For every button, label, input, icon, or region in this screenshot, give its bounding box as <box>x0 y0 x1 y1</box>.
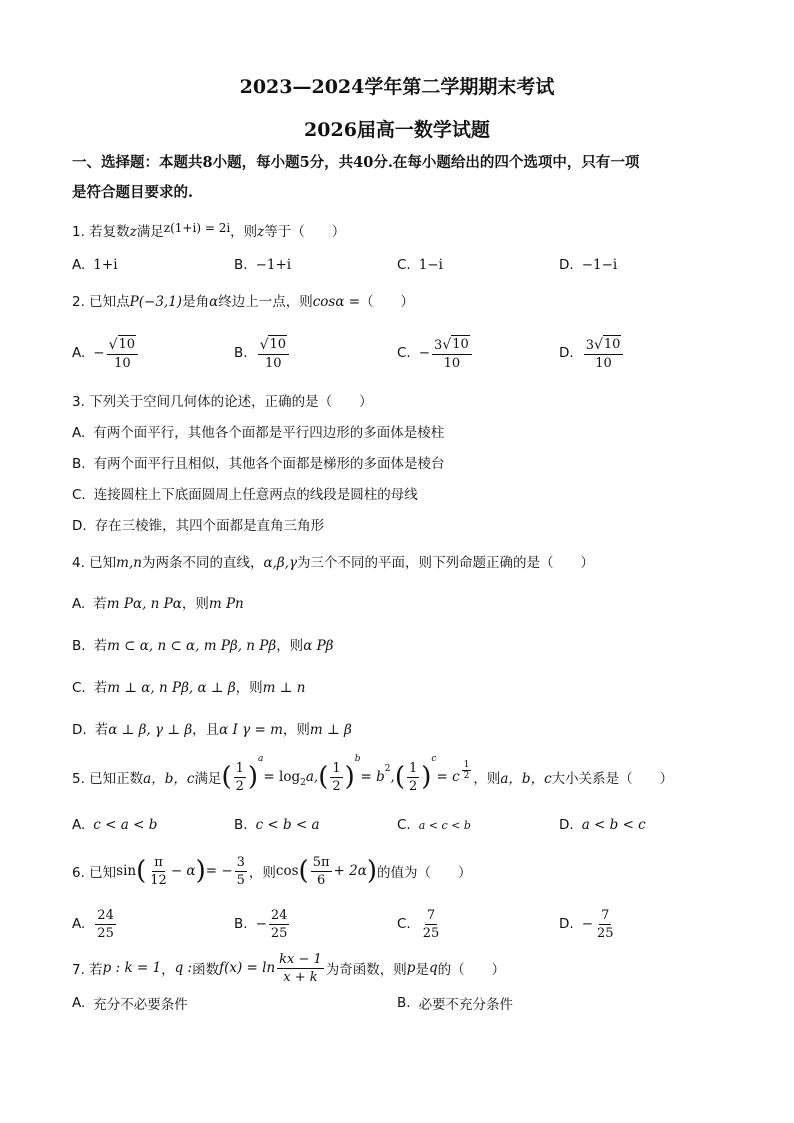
math-var: q <box>428 960 438 976</box>
question-1 <box>72 220 345 240</box>
option-text: 连接圆柱上下底面圆周上任意两点的线段是圆柱的母线 <box>93 487 418 503</box>
section-instructions-line2: 是符合题目要求的. <box>72 184 194 201</box>
option-b[interactable] <box>234 812 320 838</box>
question-text: ，则 <box>473 771 501 787</box>
question-text: ，则 <box>248 865 276 881</box>
option-a[interactable] <box>72 902 118 946</box>
option-label: A. <box>72 916 86 932</box>
denominator: 25 <box>422 925 440 941</box>
radicand: 10 <box>603 336 621 352</box>
question-text: 为奇函数，则 <box>325 962 407 978</box>
option-d[interactable] <box>559 812 646 838</box>
option-text: 若 <box>93 596 107 612</box>
option-label: A. <box>72 596 86 612</box>
option-text: a < b < c <box>581 817 646 833</box>
denominator: 2 <box>235 778 244 794</box>
question-5: 5. 已知正数 a，b，c 满足 ( $\frac{1}{2}$ ) $^a$ = log $_2$ a, ( $\frac{1}{2}$ ) $^b$ = b $^2$ , ( $\frac{1}{2}$ ) $^c$ = c $\frac{1}{2}$ ，则 a，b，c 大小关系是（ ） <box>72 754 674 794</box>
radicand: 10 <box>269 336 287 352</box>
numerator: 24 <box>270 907 288 923</box>
question-6: 6. 已知 sin ( $\frac{\pi}{12}$ − α ) = − $\frac{3}{5}$ ，则 cos ( $\frac{5\pi}{6}$ + 2α ) 的值为（ ） <box>72 854 472 888</box>
radicand: 10 <box>118 336 136 352</box>
math-function: cos <box>275 863 299 879</box>
denominator: 2 <box>408 778 418 794</box>
fraction <box>234 760 246 795</box>
fraction <box>277 951 324 986</box>
option-text: ，且 <box>192 722 220 738</box>
question-7 <box>72 948 505 988</box>
option-text: 1+i <box>93 257 118 273</box>
option-text: ，则 <box>235 680 263 696</box>
option-label: C. <box>72 680 86 696</box>
coefficient: 3 <box>585 337 594 353</box>
numerator: 7 <box>426 907 436 923</box>
math-expression: = b <box>360 769 385 785</box>
option-label: B. <box>72 456 86 472</box>
log-base: 2 <box>300 778 306 788</box>
math-expression: m Pα, n Pα <box>106 596 182 612</box>
option-label: A. <box>72 425 86 441</box>
question-text: 4. 已知 <box>72 555 117 571</box>
math-expression: q : <box>174 960 193 976</box>
exponent: 2 <box>384 764 391 774</box>
math-expression: a, <box>305 769 319 785</box>
math-expression: m Pn <box>208 596 244 612</box>
question-text: 为三个不同的平面，则下列命题正确的是（ ） <box>297 555 595 571</box>
denominator: 10 <box>595 355 612 371</box>
math-expression: cosα = <box>312 294 361 310</box>
math-var: p <box>406 960 416 976</box>
option-sign: − <box>418 345 431 361</box>
denominator: 5 <box>236 872 245 888</box>
numerator: 5π <box>312 854 330 870</box>
question-7-options <box>72 990 722 1016</box>
option-a[interactable] <box>72 592 244 612</box>
option-label: B. <box>234 916 248 932</box>
option-d[interactable] <box>559 902 618 946</box>
option-label: B. <box>234 817 248 833</box>
option-text: 充分不必要条件 <box>93 997 188 1013</box>
question-text: 为两条不同的直线， <box>141 555 264 571</box>
math-expression: m ⊥ β <box>309 722 352 738</box>
option-d[interactable] <box>559 240 617 290</box>
question-text: 满足 <box>194 771 222 787</box>
option-label: A. <box>72 257 86 273</box>
fraction: 3 √ 10 10 <box>432 335 472 372</box>
option-c[interactable] <box>72 483 418 503</box>
option-a[interactable] <box>72 328 140 378</box>
question-text: 的（ ） <box>437 962 506 978</box>
math-var: z <box>129 224 137 240</box>
math-expression: α,β,γ <box>263 555 298 571</box>
option-label: D. <box>559 916 574 932</box>
option-c[interactable] <box>72 676 305 696</box>
math-expression: = log <box>263 769 301 785</box>
math-expression: = − <box>205 863 233 879</box>
fraction <box>407 760 419 795</box>
math-expression: − α <box>170 863 196 879</box>
question-text: 1. 若复数 <box>72 224 130 240</box>
question-text: 2. 已知点 <box>72 294 130 310</box>
math-expression: m ⊂ α, n ⊂ α, m Pβ, n Pβ <box>107 638 277 654</box>
denominator: 10 <box>114 355 131 371</box>
question-text: 7. 若 <box>72 962 103 978</box>
option-b[interactable] <box>234 328 291 378</box>
math-var: z <box>257 224 265 240</box>
math-expression: m ⊥ α, n Pβ, α ⊥ β <box>107 680 236 696</box>
option-label: C. <box>397 916 411 932</box>
question-2 <box>72 290 414 310</box>
question-4 <box>72 551 594 571</box>
option-label: C. <box>397 345 411 361</box>
denominator: 6 <box>316 872 326 888</box>
fraction <box>235 854 247 889</box>
math-expression: α I γ = m <box>219 722 283 738</box>
option-b[interactable] <box>234 240 291 290</box>
question-text: 终边上一点，则 <box>218 294 313 310</box>
option-d[interactable] <box>559 328 625 378</box>
option-d[interactable] <box>72 718 352 738</box>
coefficient: 3 <box>434 337 443 353</box>
separator: , <box>390 769 395 785</box>
option-sign: − <box>581 916 593 932</box>
numerator: 3 <box>236 854 245 870</box>
math-expression: α ⊥ β, γ ⊥ β <box>108 722 193 738</box>
option-text: 存在三棱锥，其四个面都是直角三角形 <box>94 518 325 534</box>
option-sign: − <box>93 345 105 361</box>
math-expression: p : k = 1 <box>102 960 162 976</box>
option-text: ，则 <box>181 596 209 612</box>
separator: ， <box>161 962 175 978</box>
option-b[interactable] <box>72 452 445 472</box>
numerator: 24 <box>97 907 114 923</box>
math-expression: z(1+i) = 2i <box>163 221 231 235</box>
option-text: −1−i <box>581 257 618 273</box>
option-text: 若 <box>93 680 108 696</box>
fraction <box>311 854 332 889</box>
exponent: b <box>354 754 361 764</box>
question-1-options <box>72 240 722 290</box>
math-expression: m,n <box>116 555 142 571</box>
option-text: 若 <box>93 638 108 654</box>
option-text: c < a < b <box>93 817 158 833</box>
numerator: 1 <box>332 760 341 776</box>
math-expression: = c <box>436 769 460 785</box>
fraction <box>269 907 290 942</box>
option-text: 有两个面平行，其他各个面都是平行四边形的多面体是棱柱 <box>93 425 445 441</box>
section-instructions-line1: 一、选择题：本题共8小题，每小题5分，共40分.在每小题给出的四个选项中，只有一项 <box>72 154 640 171</box>
math-expression: f(x) = ln <box>219 960 276 976</box>
math-expression: m ⊥ n <box>262 680 306 696</box>
numerator: 1 <box>463 760 470 770</box>
fraction: √ 10 10 <box>107 335 138 372</box>
question-2-options <box>72 328 722 378</box>
question-text: 满足 <box>136 224 164 240</box>
option-label: B. <box>72 638 86 654</box>
fraction <box>595 907 616 942</box>
math-expression: a，b，c <box>143 771 195 787</box>
question-text: 函数 <box>192 962 220 978</box>
question-5-options <box>72 812 722 838</box>
exponent: a <box>258 754 264 764</box>
question-text: （ ） <box>360 294 415 310</box>
fraction <box>148 854 169 889</box>
question-text: 5. 已知正数 <box>72 771 144 787</box>
fraction: 3 √ 10 10 <box>584 335 624 372</box>
math-expression: + 2α <box>333 863 367 879</box>
question-text: 大小关系是（ ） <box>551 771 674 787</box>
option-label: D. <box>72 518 87 534</box>
radicand: 10 <box>452 336 469 352</box>
option-label: C. <box>72 487 86 503</box>
denominator: 12 <box>150 872 167 888</box>
question-text: 6. 已知 <box>72 865 117 881</box>
section-heading <box>72 150 722 206</box>
option-text: ，则 <box>276 638 304 654</box>
option-text: 1−i <box>418 257 443 273</box>
option-d[interactable] <box>72 514 324 534</box>
math-expression: a，b，c <box>500 771 552 787</box>
question-6-options <box>72 902 722 946</box>
option-label: C. <box>397 257 411 273</box>
option-c[interactable] <box>397 328 474 378</box>
denominator: 2 <box>463 771 470 781</box>
option-label: A. <box>72 995 86 1011</box>
option-label: A. <box>72 345 86 361</box>
fraction: √ 10 10 <box>258 335 289 372</box>
question-3: 3. 下列关于空间几何体的论述，正确的是（ ） <box>72 394 373 410</box>
numerator: π <box>154 854 163 870</box>
option-text: 必要不充分条件 <box>418 997 514 1013</box>
option-b[interactable] <box>72 634 333 654</box>
numerator: 1 <box>235 760 244 776</box>
option-a[interactable] <box>72 240 118 290</box>
option-label: D. <box>72 722 87 738</box>
denominator: 10 <box>265 355 282 371</box>
option-a[interactable] <box>72 421 444 441</box>
denominator: 25 <box>597 925 614 941</box>
fraction-exponent <box>462 760 472 781</box>
math-var: α <box>209 294 219 310</box>
question-text: 是角 <box>182 294 210 310</box>
option-b[interactable] <box>397 990 513 1016</box>
option-label: D. <box>559 345 574 361</box>
option-label: C. <box>397 817 411 833</box>
denominator: x + k <box>283 969 318 985</box>
option-label: B. <box>234 257 248 273</box>
exam-title: 2023—2024学年第二学期期末考试 <box>239 76 555 98</box>
option-c[interactable] <box>397 240 443 290</box>
math-function: sin <box>116 863 137 879</box>
option-b[interactable] <box>234 902 291 946</box>
option-text: ，则 <box>282 722 310 738</box>
option-label: D. <box>559 257 574 273</box>
denominator: 2 <box>332 778 341 794</box>
option-sign: − <box>255 916 267 932</box>
denominator: 25 <box>97 925 114 941</box>
option-a[interactable] <box>72 990 188 1016</box>
option-text: −1+i <box>255 257 292 273</box>
question-text: 等于（ ） <box>264 224 346 240</box>
option-label: A. <box>72 817 86 833</box>
denominator: 25 <box>270 925 288 941</box>
option-text: c < b < a <box>255 817 320 833</box>
fraction <box>421 907 442 942</box>
option-label: B. <box>234 345 248 361</box>
option-text: 若 <box>94 722 109 738</box>
exponent: c <box>431 754 437 764</box>
numerator: 7 <box>601 907 610 923</box>
option-c[interactable] <box>397 902 443 946</box>
denominator: 10 <box>443 355 461 371</box>
question-text: ，则 <box>230 224 258 240</box>
numerator: 1 <box>408 760 418 776</box>
option-text: a < c < b <box>418 818 471 832</box>
numerator: kx − 1 <box>279 951 322 967</box>
math-expression: α Pβ <box>303 638 334 654</box>
option-label: B. <box>397 995 411 1011</box>
option-text: 有两个面平行且相似，其他各个面都是梯形的多面体是棱台 <box>93 456 445 472</box>
fraction <box>95 907 116 942</box>
math-expression: P(−3,1) <box>129 294 183 310</box>
option-a[interactable] <box>72 812 157 838</box>
question-text: 是 <box>415 962 429 978</box>
option-c[interactable] <box>397 812 471 838</box>
question-text: 的值为（ ） <box>377 865 472 881</box>
exam-subtitle: 2026届高一数学试题 <box>304 119 490 141</box>
option-label: D. <box>559 817 574 833</box>
fraction <box>330 760 342 795</box>
